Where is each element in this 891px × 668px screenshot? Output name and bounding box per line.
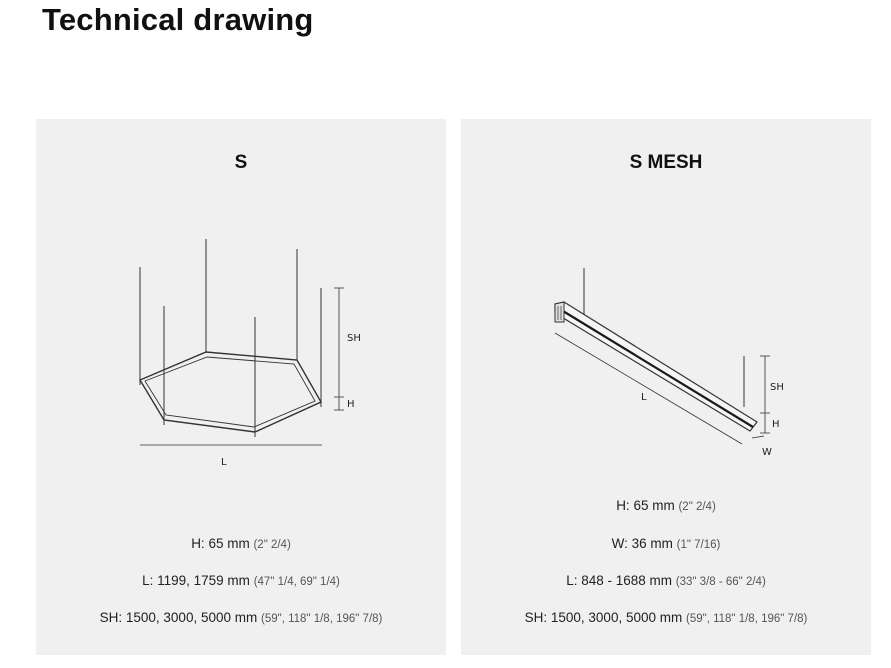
spec-h: H: 65 mm (2" 2/4): [616, 498, 716, 513]
spec-l: L: 848 - 1688 mm (33" 3/8 - 66" 2/4): [566, 573, 766, 588]
h-label: H: [347, 399, 355, 410]
spec-sh: SH: 1500, 3000, 5000 mm (59", 118" 1/8, 196" 7/8): [99, 610, 383, 625]
sh-label: SH: [770, 382, 784, 393]
h-label: H: [772, 419, 780, 430]
w-label: W: [762, 447, 772, 458]
bar-end-cap: [555, 302, 564, 322]
spec-sh: SH: 1500, 3000, 5000 mm (59", 118" 1/8, 196" 7/8): [524, 610, 808, 625]
spec-w: W: 36 mm (1" 7/16): [611, 536, 721, 551]
l-label: L: [221, 457, 227, 468]
spec-l: L: 1199, 1759 mm (47" 1/4, 69" 1/4): [142, 573, 340, 588]
card-title: S MESH: [629, 152, 703, 173]
linear-bar-diffuser: [558, 308, 753, 427]
sh-label: SH: [347, 333, 361, 344]
product-card-s-mesh: [461, 119, 871, 655]
page-title: Technical drawing: [42, 2, 314, 37]
w-dimension-line: [752, 436, 764, 438]
product-card-s: [36, 119, 446, 655]
l-label: L: [641, 392, 647, 403]
spec-h: H: 65 mm (2" 2/4): [191, 536, 291, 551]
card-title: S: [234, 152, 248, 173]
l-dimension-line: [555, 333, 742, 444]
